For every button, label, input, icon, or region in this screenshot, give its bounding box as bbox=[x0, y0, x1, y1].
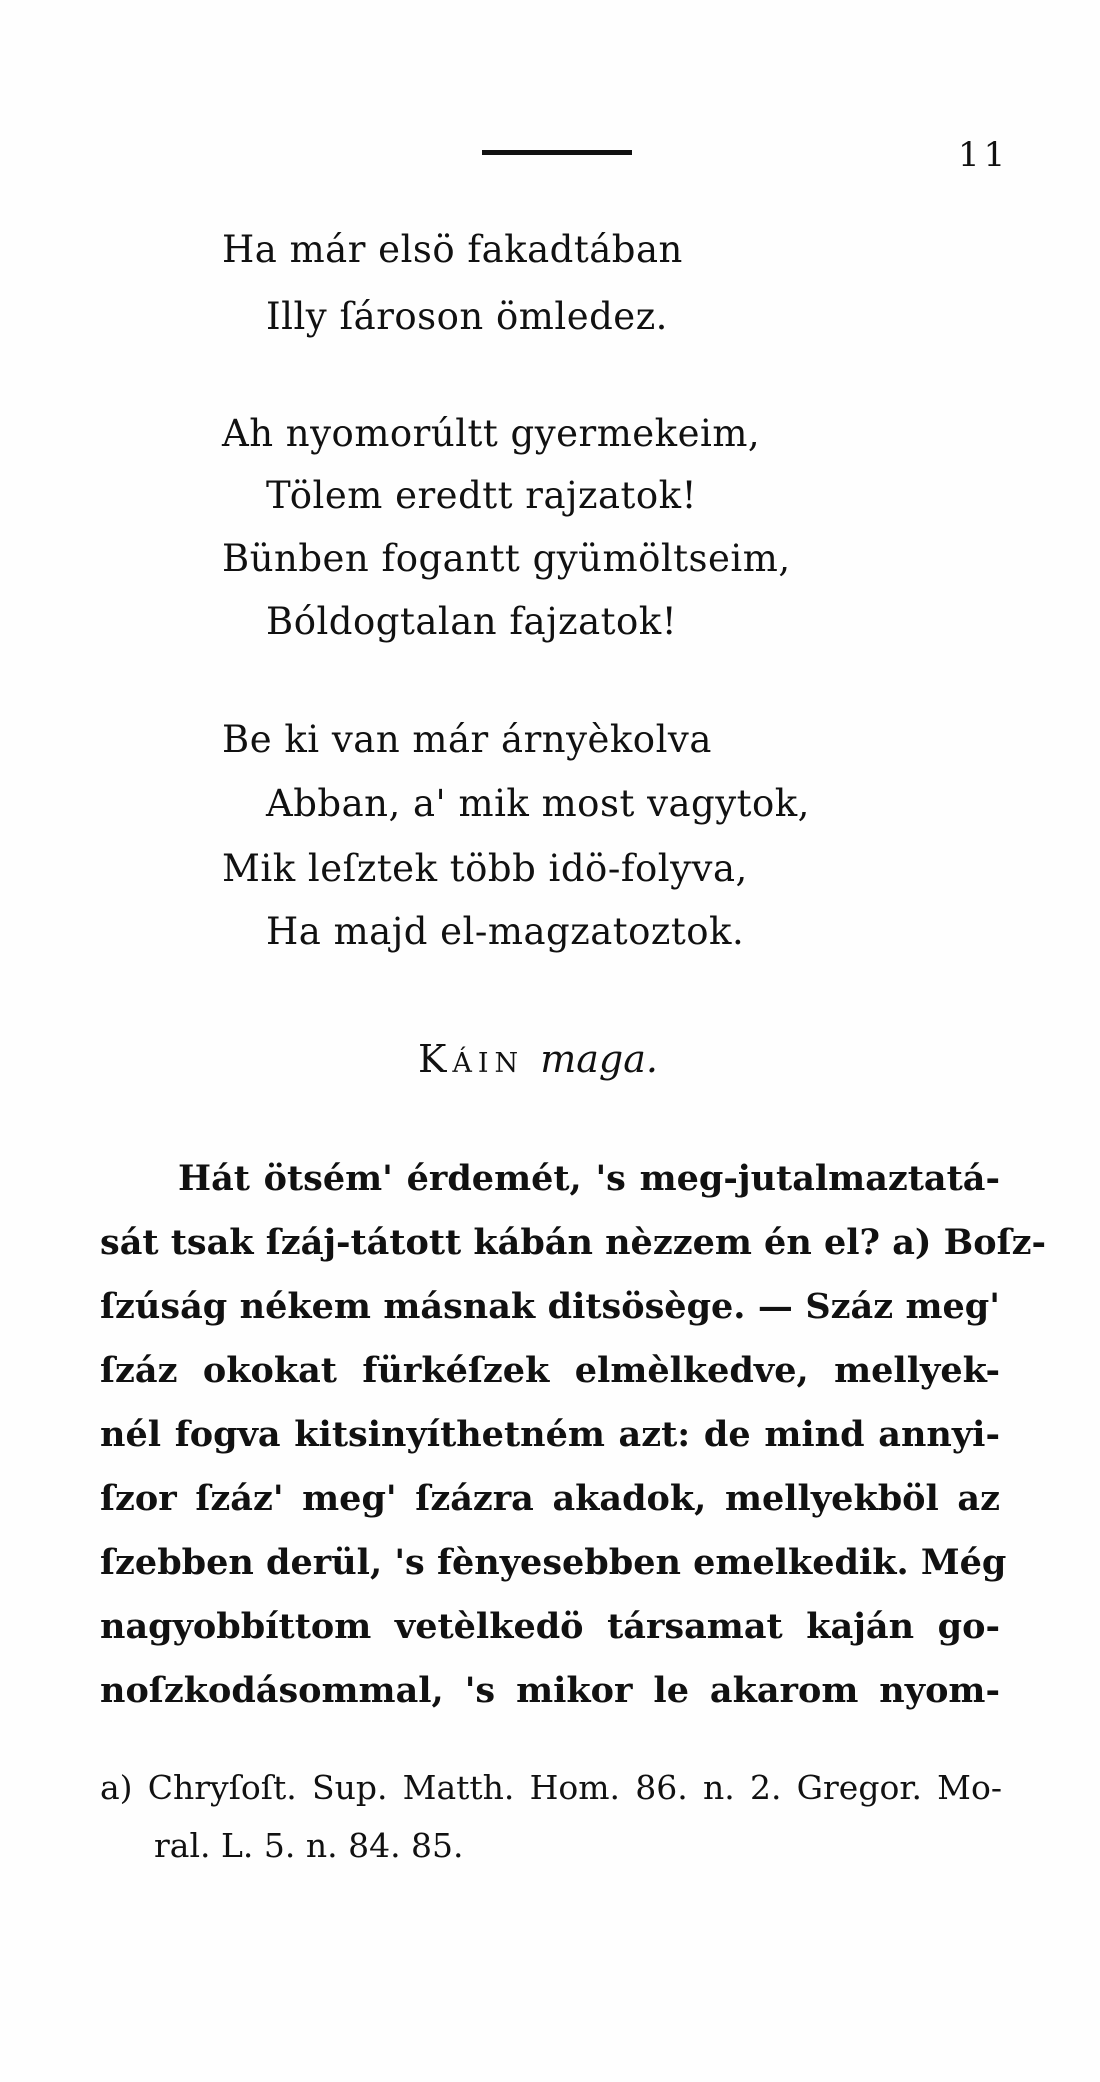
prose-line: ſzáz okokat fürkéſzek elmèlkedve, mellyek- bbox=[100, 1350, 1000, 1391]
verse-line: Tölem eredtt rajzatok! bbox=[266, 474, 697, 517]
verse-line: Mik leſztek több idö-folyva, bbox=[222, 847, 748, 890]
footnote-line: a) Chryſoſt. Sup. Matth. Hom. 86. n. 2. Gregor. Mo- bbox=[100, 1768, 1002, 1807]
prose-line: Hát ötsém' érdemét, 's meg-jutalmaztatá- bbox=[178, 1158, 1000, 1199]
verse-line: Abban, a' mik most vagytok, bbox=[266, 782, 810, 825]
header-rule bbox=[482, 150, 632, 155]
verse-line: Ah nyomorúltt gyermekeim, bbox=[222, 412, 761, 455]
verse-line: Ha már elsö fakadtában bbox=[222, 228, 683, 271]
prose-line: ſzúság nékem másnak ditsösège. — Száz meg' bbox=[100, 1286, 1000, 1327]
prose-line: ſzebben derül, 's fènyesebben emelkedik. Még bbox=[100, 1542, 1007, 1583]
verse-line: Bünben fogantt gyümöltseim, bbox=[222, 537, 791, 580]
footnote-line: ral. L. 5. n. 84. 85. bbox=[154, 1826, 464, 1865]
verse-line: Illy ſároson ömledez. bbox=[266, 295, 668, 338]
prose-line: noſzkodásommal, 's mikor le akarom nyom- bbox=[100, 1670, 1000, 1711]
prose-line: nagyobbíttom vetèlkedö társamat kaján go- bbox=[100, 1606, 1000, 1647]
stage-direction: maga. bbox=[540, 1037, 658, 1081]
speaker-name: Káin bbox=[418, 1037, 525, 1081]
prose-line: sát tsak ſzáj-tátott kábán nèzzem én el? a) Boſz- bbox=[100, 1222, 1047, 1263]
verse-line: Bóldogtalan fajzatok! bbox=[266, 600, 678, 643]
verse-line: Ha majd el-magzatoztok. bbox=[266, 910, 745, 953]
page-number: 11 bbox=[958, 135, 1010, 175]
prose-line: ſzor ſzáz' meg' ſzázra akadok, mellyekböl az bbox=[100, 1478, 1000, 1519]
verse-line: Be ki van már árnyèkolva bbox=[222, 718, 712, 761]
prose-line: nél fogva kitsinyíthetném azt: de mind annyi- bbox=[100, 1414, 1000, 1455]
speaker-heading bbox=[418, 1037, 658, 1081]
